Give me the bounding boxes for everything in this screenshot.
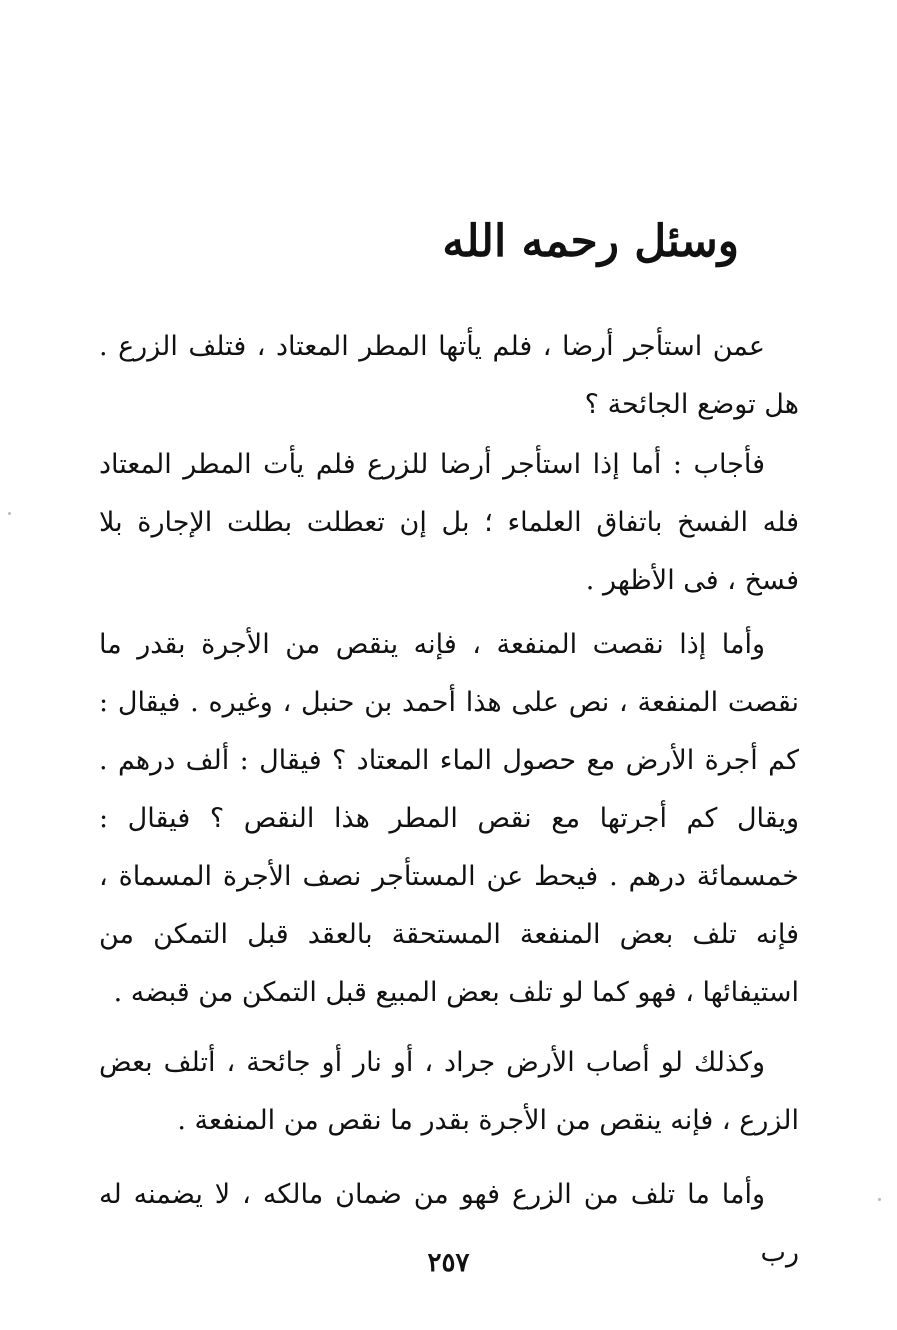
scan-speck	[878, 1198, 881, 1201]
calamity-paragraph: وكذلك لو أصاب الأرض جراد ، أو نار أو جائحة ، أتلف بعض الزرع ، فإنه ينقص من الأجرة بقدر ما نقص من المنفعة .	[99, 1047, 799, 1136]
scan-speck	[8, 512, 11, 515]
question-paragraph: عمن استأجر أرضا ، فلم يأتها المطر المعتاد ، فتلف الزرع . هل توضع الجائحة ؟	[99, 331, 799, 420]
section-heading: وسئل رحمه الله	[442, 216, 739, 267]
page-number: ٢٥٧	[427, 1248, 470, 1278]
reduction-paragraph: وأما إذا نقصت المنفعة ، فإنه ينقص من الأجرة بقدر ما نقصت المنفعة ، نص على هذا أحمد بن حنبل ، وغيره . فيقال : كم أجرة الأرض مع حصول الماء المعتاد ؟ فيقال : ألف درهم . ويقال كم أجرتها مع نقص المطر هذا النقص ؟ فيقال : خمسمائة درهم . فيحط عن المستأجر نصف الأجرة المسماة ، فإنه تلف بعض المنفعة المستحقة بالعقد قبل التمكن من استيفائها ، فهو كما لو تلف بعض المبيع قبل التمكن من قبضه .	[99, 629, 799, 1008]
liability-paragraph: وأما ما تلف من الزرع فهو من ضمان مالكه ، لا يضمنه له رب	[99, 1179, 799, 1268]
answer-paragraph: فأجاب : أما إذا استأجر أرضا للزرع فلم يأت المطر المعتاد فله الفسخ باتفاق العلماء ؛ بل إن تعطلت بطلت الإجارة بلا فسخ ، فى الأظهر .	[99, 449, 799, 596]
